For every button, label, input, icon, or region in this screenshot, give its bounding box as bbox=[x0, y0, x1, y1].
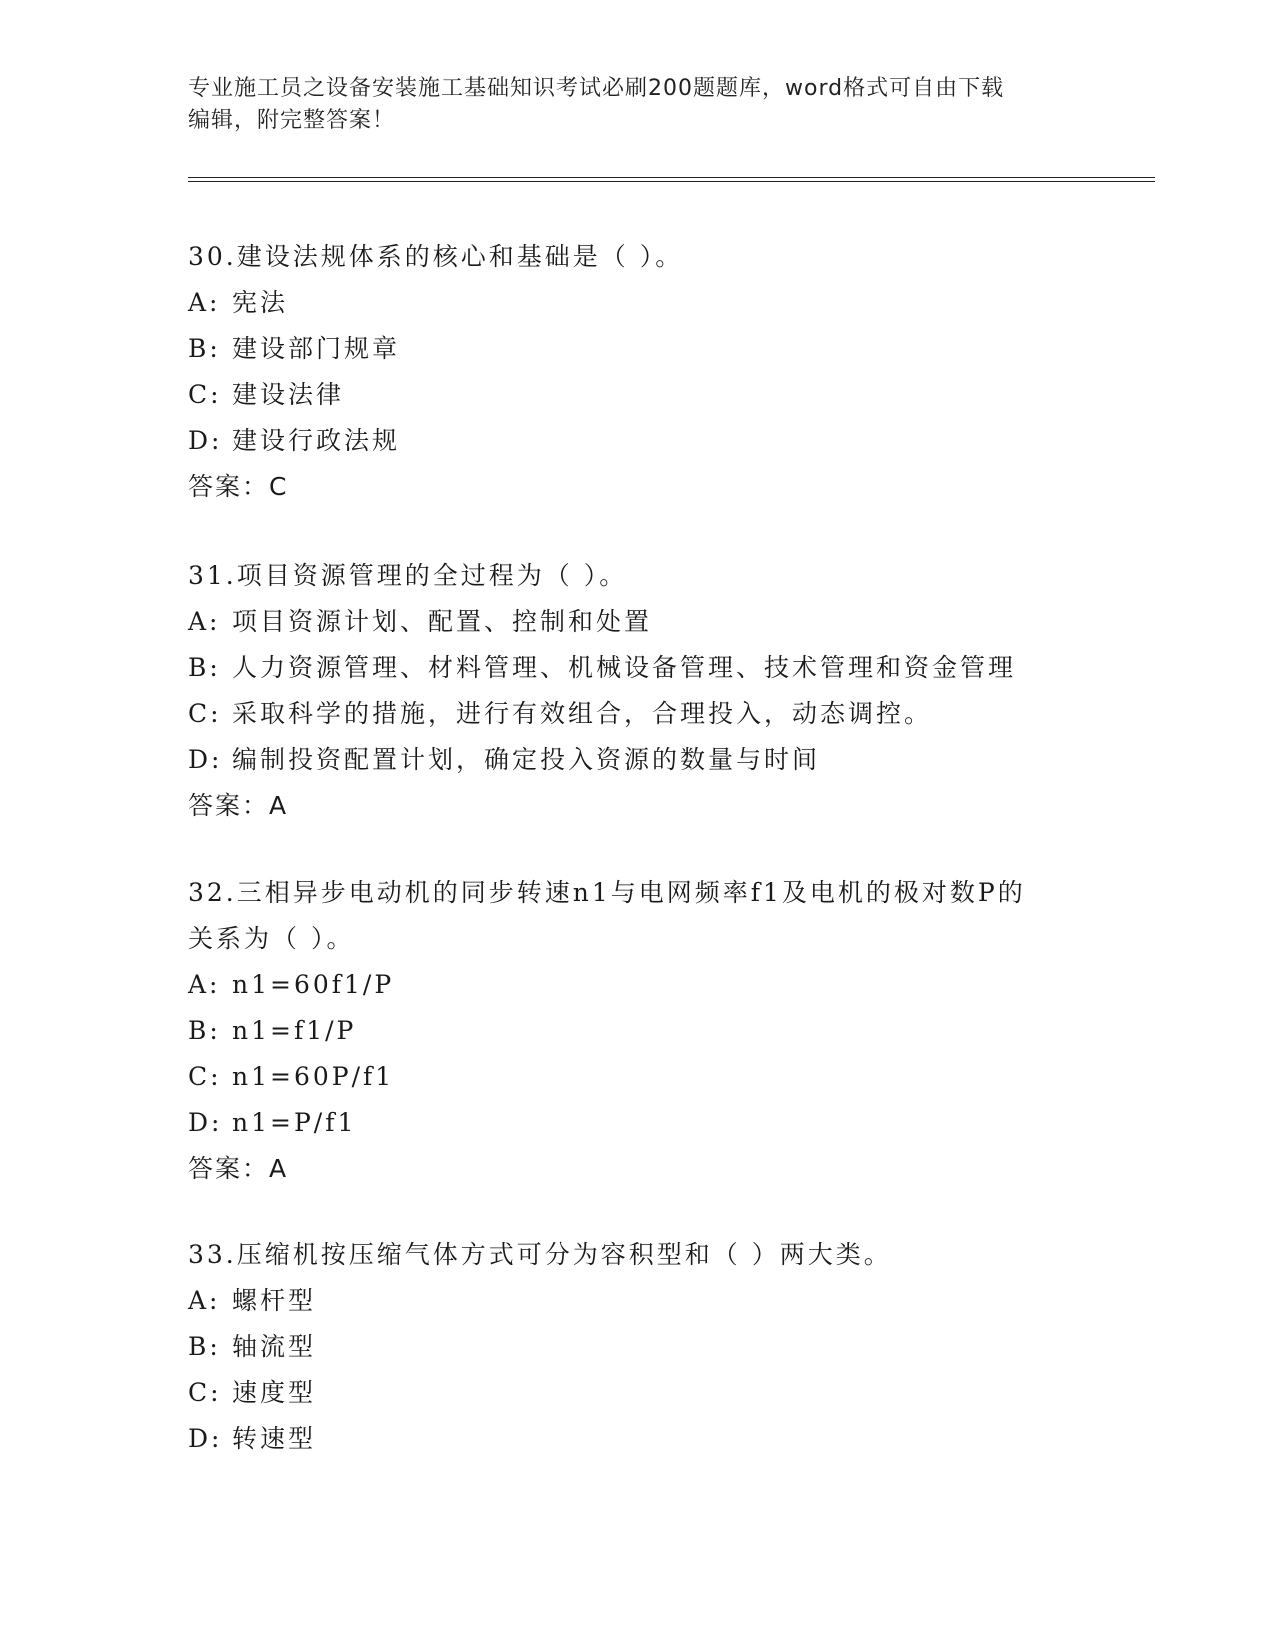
option-key: C: bbox=[188, 1378, 222, 1407]
option-key: B: bbox=[188, 653, 221, 682]
option-d bbox=[188, 1100, 1088, 1146]
option-key: A: bbox=[188, 288, 221, 317]
option-key: A: bbox=[188, 970, 221, 999]
question-stem: 31.项目资源管理的全过程为（ ）。 bbox=[188, 561, 628, 590]
option-text: 宪法 bbox=[232, 288, 289, 317]
question-stem: 33.压缩机按压缩气体方式可分为容积型和（ ）两大类。 bbox=[188, 1240, 892, 1269]
option-text: n1=P/f1 bbox=[232, 1108, 357, 1137]
question-33 bbox=[188, 1232, 1088, 1462]
option-key: D: bbox=[188, 745, 223, 774]
option-text: 螺杆型 bbox=[232, 1286, 317, 1315]
option-key: D: bbox=[188, 426, 223, 455]
option-text: 速度型 bbox=[232, 1378, 317, 1407]
option-text: 轴流型 bbox=[232, 1332, 317, 1361]
document-header bbox=[188, 73, 1088, 137]
header-title-line2: 编辑，附完整答案！ bbox=[188, 108, 396, 133]
option-a bbox=[188, 1278, 1088, 1324]
answer-label: 答案：A bbox=[188, 1154, 289, 1183]
option-text: n1=60P/f1 bbox=[232, 1062, 395, 1091]
option-key: C: bbox=[188, 699, 222, 728]
question-32 bbox=[188, 870, 1088, 1192]
option-text: 人力资源管理、材料管理、机械设备管理、技术管理和资金管理 bbox=[232, 653, 1017, 682]
option-text: 项目资源计划、配置、控制和处置 bbox=[232, 607, 653, 636]
question-30 bbox=[188, 234, 1088, 510]
option-b bbox=[188, 1324, 1088, 1370]
option-c bbox=[188, 1054, 1088, 1100]
option-text: 建设法律 bbox=[232, 380, 345, 409]
option-key: A: bbox=[188, 1286, 221, 1315]
option-a bbox=[188, 280, 1088, 326]
header-title-line1: 专业施工员之设备安装施工基础知识考试必刷200题题库，word格式可自由下载 bbox=[188, 76, 1005, 101]
option-key: B: bbox=[188, 1332, 221, 1361]
option-text: 转速型 bbox=[232, 1424, 317, 1453]
question-stem-line1: 32.三相异步电动机的同步转速n1与电网频率f1及电机的极对数P的 bbox=[188, 878, 1026, 907]
option-key: C: bbox=[188, 380, 222, 409]
option-text: 编制投资配置计划，确定投入资源的数量与时间 bbox=[232, 745, 821, 774]
question-stem: 30.建设法规体系的核心和基础是（ ）。 bbox=[188, 242, 684, 271]
option-key: A: bbox=[188, 607, 221, 636]
option-key: D: bbox=[188, 1108, 223, 1137]
option-d bbox=[188, 1416, 1088, 1462]
option-text: n1=60f1/P bbox=[232, 970, 395, 999]
option-a bbox=[188, 599, 1088, 645]
option-b bbox=[188, 326, 1088, 372]
option-text: 建设部门规章 bbox=[232, 334, 401, 363]
question-stem-line2: 关系为（ ）。 bbox=[188, 924, 355, 953]
option-b bbox=[188, 645, 1088, 691]
answer-label: 答案：A bbox=[188, 791, 289, 820]
header-divider-bottom bbox=[188, 181, 1155, 182]
question-31 bbox=[188, 553, 1088, 829]
option-b bbox=[188, 1008, 1088, 1054]
option-key: C: bbox=[188, 1062, 222, 1091]
option-c bbox=[188, 372, 1088, 418]
option-text: n1=f1/P bbox=[232, 1016, 357, 1045]
option-key: D: bbox=[188, 1424, 223, 1453]
option-d bbox=[188, 737, 1088, 783]
option-key: B: bbox=[188, 1016, 221, 1045]
header-divider-top bbox=[188, 177, 1155, 178]
option-text: 采取科学的措施，进行有效组合，合理投入，动态调控。 bbox=[232, 699, 933, 728]
option-d bbox=[188, 418, 1088, 464]
answer-label: 答案：C bbox=[188, 472, 289, 501]
option-text: 建设行政法规 bbox=[232, 426, 401, 455]
option-c bbox=[188, 1370, 1088, 1416]
option-c bbox=[188, 691, 1088, 737]
option-key: B: bbox=[188, 334, 221, 363]
option-a bbox=[188, 962, 1088, 1008]
